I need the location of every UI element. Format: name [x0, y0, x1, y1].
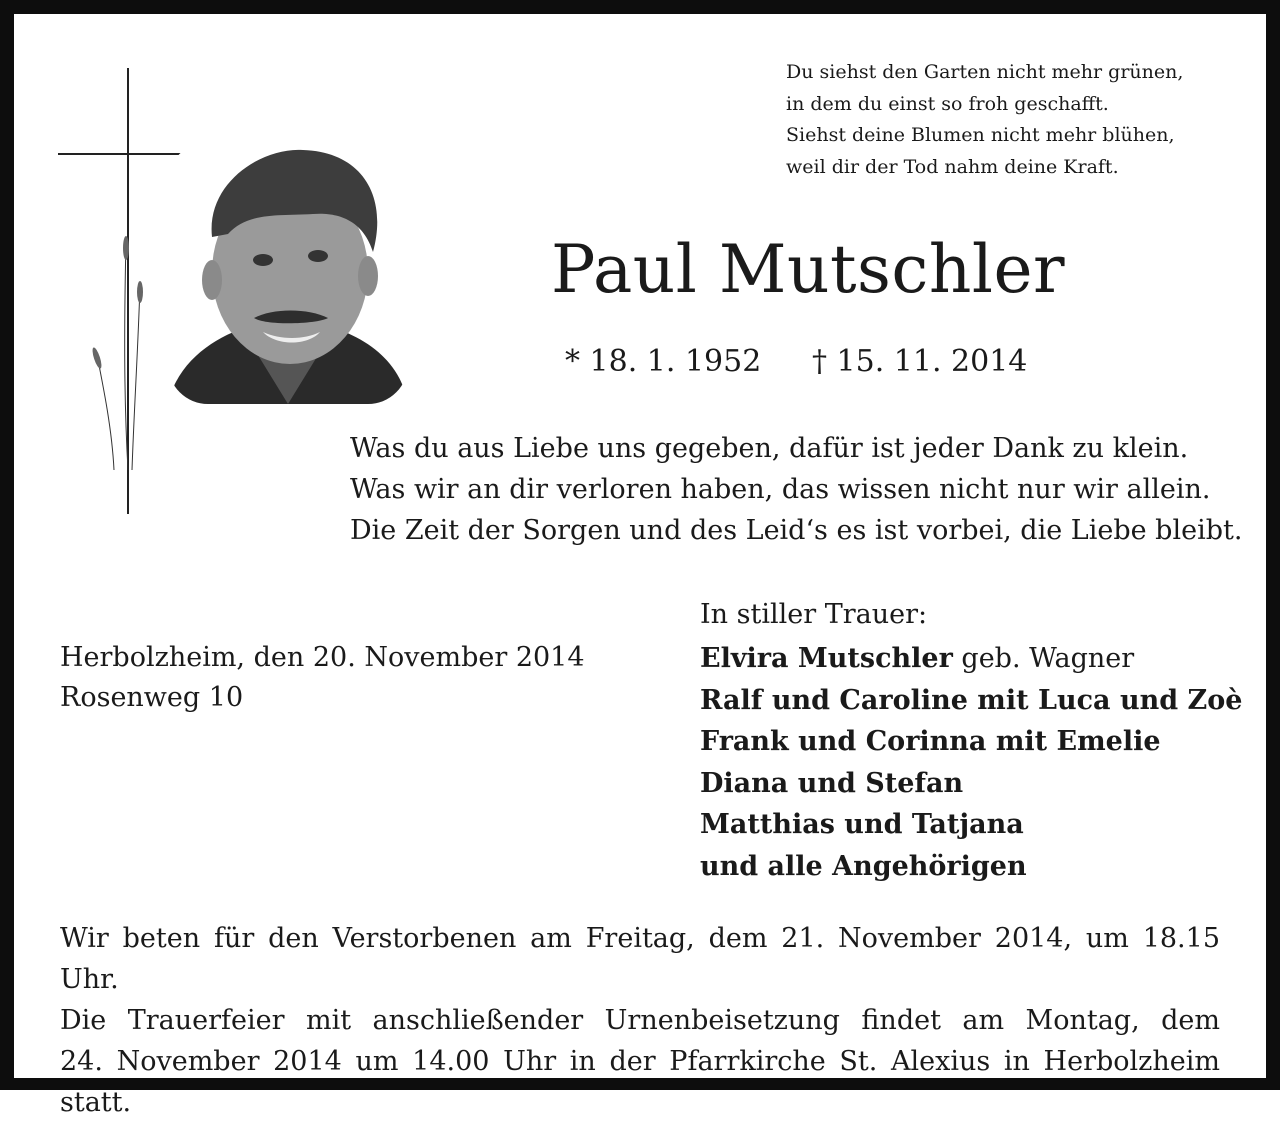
- mourner-name: und alle Angehörigen: [700, 850, 1027, 882]
- wheat-icon: [84, 230, 154, 470]
- mourner-line: [700, 804, 1242, 846]
- service-notice: [60, 918, 1220, 1123]
- mourner-name: Frank und Corinna mit Emelie: [700, 726, 1161, 757]
- notice-line: Wir beten für den Verstorbenen am Freitag, dem 21. November 2014, um 18.15 Uhr.: [60, 923, 1220, 995]
- memorial-quote: Was du aus Liebe uns gegeben, dafür ist jeder Dank zu klein. Was wir an dir verloren haben, das wissen nicht nur wir allein. Die Zeit der Sorgen und des Leid‘s es ist vorbei, die Liebe bleibt.: [350, 433, 1243, 546]
- mourner-line: [700, 846, 1242, 888]
- notice-line: Die Trauerfeier mit anschließender Urnenbeisetzung findet am Montag, dem: [60, 1005, 1220, 1036]
- place-date-line: Herbolzheim, den 20. November 2014: [60, 642, 585, 673]
- birth-date: * 18. 1. 1952: [565, 344, 762, 379]
- death-date: † 15. 11. 2014: [812, 344, 1028, 379]
- mourner-line: [700, 763, 1242, 805]
- address-line: Rosenweg 10: [60, 682, 244, 713]
- mourner-line: [700, 721, 1242, 763]
- mourner-maiden-name: geb. Wagner: [952, 643, 1135, 674]
- place-and-date: [60, 638, 585, 718]
- memorial-poem: Du siehst den Garten nicht mehr grünen, in dem du einst so froh geschafft. Siehst deine Blumen nicht mehr blühen, weil dir der Tod nahm deine Kraft.: [786, 61, 1184, 178]
- mourner-name: Ralf und Caroline mit Luca und Zoè: [700, 684, 1243, 716]
- mourner-name: Elvira Mutschler: [700, 643, 953, 674]
- mourner-name: Diana und Stefan: [700, 767, 964, 799]
- portrait-photo: [168, 142, 408, 404]
- mourning-label: In stiller Trauer:: [700, 599, 928, 630]
- mourner-line: [700, 638, 1242, 680]
- deceased-name: Paul Mutschler: [551, 231, 1066, 308]
- mourner-line: [700, 680, 1242, 722]
- mourners-list: [700, 638, 1242, 887]
- notice-line: 24. November 2014 um 14.00 Uhr in der Pfarrkirche St. Alexius in Herbolzheim statt.: [60, 1046, 1220, 1118]
- mourner-name: Matthias und Tatjana: [700, 809, 1024, 840]
